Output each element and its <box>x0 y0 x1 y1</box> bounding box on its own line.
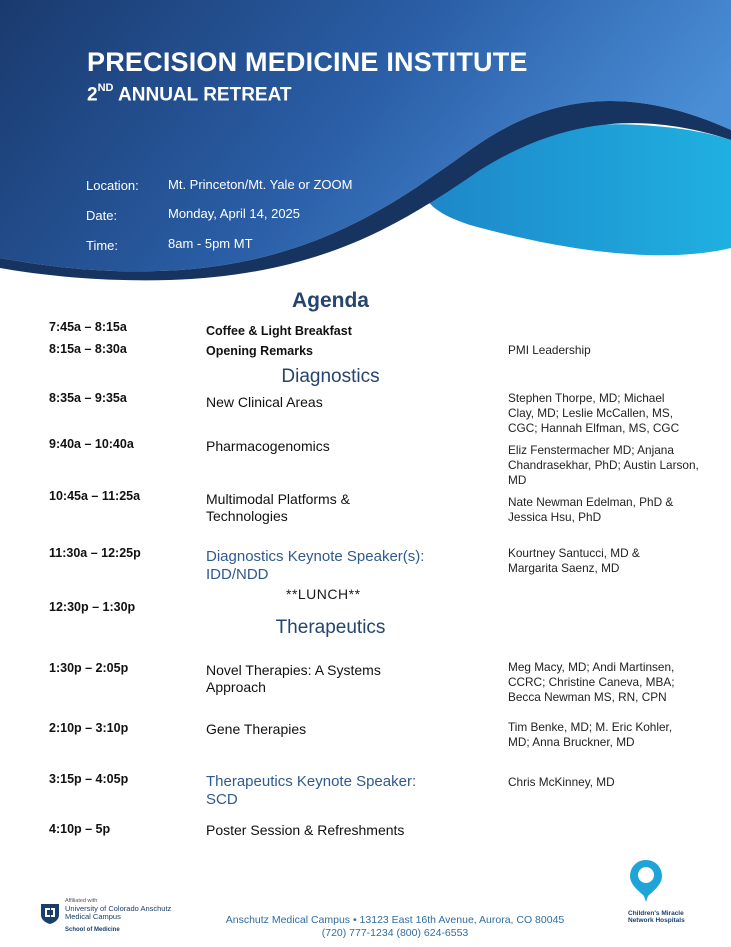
agenda-speaker: PMI Leadership <box>508 343 591 357</box>
subtitle-superscript: ND <box>97 82 114 94</box>
subtitle-number: 2 <box>87 84 98 106</box>
agenda-time: 10:45a – 11:25a <box>49 489 141 503</box>
agenda-session: New Clinical Areas <box>206 394 323 410</box>
cmn-name: Children's Miracle Network Hospitals <box>628 910 685 924</box>
agenda-time: 1:30p – 2:05p <box>49 661 129 675</box>
agenda-session: Novel Therapies: A Systems Approach <box>206 662 381 695</box>
agenda-session-keynote: Diagnostics Keynote Speaker(s): IDD/NDD <box>206 548 425 583</box>
lunch-label: **LUNCH** <box>286 586 361 602</box>
footer-phones: (720) 777-1234 (800) 624-6553 <box>321 927 469 939</box>
agenda-session: Opening Remarks <box>206 344 313 358</box>
cu-affiliated-text: Affiliated with <box>65 898 98 904</box>
agenda-time: 12:30p – 1:30p <box>49 600 136 614</box>
page-title: PRECISION MEDICINE INSTITUTE <box>87 47 528 77</box>
agenda-time: 4:10p – 5p <box>49 822 111 836</box>
time-value: 8am - 5pm MT <box>168 236 253 251</box>
therapeutics-heading: Therapeutics <box>275 617 386 638</box>
agenda-speaker: Nate Newman Edelman, PhD & Jessica Hsu, PhD <box>508 495 674 524</box>
agenda-time: 9:40a – 10:40a <box>49 437 134 451</box>
agenda-session-keynote: Therapeutics Keynote Speaker: SCD <box>206 773 417 808</box>
agenda-session: Poster Session & Refreshments <box>206 822 405 838</box>
header-wave-graphic <box>0 0 731 300</box>
agenda-time: 8:15a – 8:30a <box>49 342 127 356</box>
location-label: Location: <box>86 178 139 193</box>
cu-anschutz-logo <box>40 898 170 938</box>
cu-name: University of Colorado Anschutz Medical Campus <box>65 904 172 921</box>
footer-address: Anschutz Medical Campus • 13123 East 16th Avenue, Aurora, CO 80045 <box>225 914 565 926</box>
cmn-hospitals-logo <box>628 858 698 938</box>
header-banner <box>0 0 731 300</box>
agenda-session: Pharmacogenomics <box>206 438 330 454</box>
agenda-speaker: Meg Macy, MD; Andi Martinsen, CCRC; Christine Caneva, MBA; Becca Newman MS, RN, CPN <box>508 660 675 704</box>
agenda-session: Gene Therapies <box>206 721 307 737</box>
subtitle-text: ANNUAL RETREAT <box>118 84 292 106</box>
agenda-time: 3:15p – 4:05p <box>49 772 129 786</box>
date-value: Monday, April 14, 2025 <box>168 206 301 221</box>
cmn-balloon-icon <box>628 858 664 904</box>
agenda-session: Multimodal Platforms & Technologies <box>206 491 350 524</box>
agenda-speaker: Stephen Thorpe, MD; Michael Clay, MD; Leslie McCallen, MS, CGC; Hannah Elfman, MS, CGC <box>508 391 680 435</box>
date-label: Date: <box>86 208 118 223</box>
diagnostics-heading: Diagnostics <box>281 366 380 387</box>
agenda-speaker: Tim Benke, MD; M. Eric Kohler, MD; Anna Bruckner, MD <box>508 720 673 749</box>
cu-shield-icon <box>40 903 60 925</box>
page-subtitle <box>87 84 292 106</box>
agenda-speaker: Eliz Fenstermacher MD; Anjana Chandrasekhar, PhD; Austin Larson, MD <box>508 443 699 487</box>
cu-school: School of Medicine <box>65 927 120 933</box>
agenda-speaker: Chris McKinney, MD <box>508 775 615 789</box>
location-value: Mt. Princeton/Mt. Yale or ZOOM <box>168 177 353 192</box>
agenda-time: 11:30a – 12:25p <box>49 546 141 560</box>
agenda-time: 2:10p – 3:10p <box>49 721 129 735</box>
agenda-speaker: Kourtney Santucci, MD & Margarita Saenz, MD <box>508 546 640 575</box>
agenda-time: 8:35a – 9:35a <box>49 391 127 405</box>
agenda-time: 7:45a – 8:15a <box>49 320 127 334</box>
agenda-session: Coffee & Light Breakfast <box>206 324 352 338</box>
time-label: Time: <box>86 238 119 253</box>
agenda-heading: Agenda <box>291 289 369 312</box>
